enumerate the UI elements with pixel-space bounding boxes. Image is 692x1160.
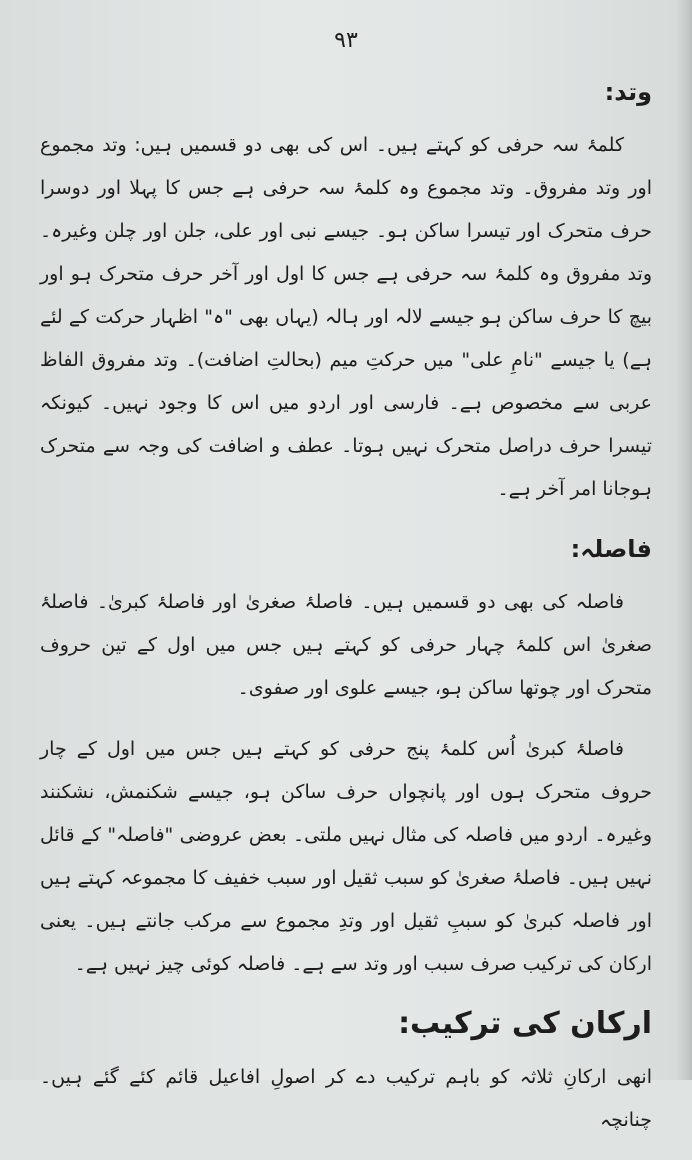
page-edge-shadow bbox=[676, 0, 692, 1080]
section-heading-arkan: ارکان کی ترکیب: bbox=[398, 1006, 652, 1041]
section-paragraph-watad: کلمۂ سہ حرفی کو کہتے ہیں۔ اس کی بھی دو قسمیں ہیں: وتد مجموع اور وتد مفروق۔ وتد مجموع وہ کلمۂ سہ حرفی ہے جس کا پہلا اور دوسرا حرف متحرک اور تیسرا ساکن ہو۔ جیسے نبی اور علی، جلن اور چلن وغیرہ۔ وتد مفروق وہ کلمۂ سہ حرفی ہے جس کا اول اور آخر حرف متحرک ہو اور بیچ کا حرف ساکن ہو جیسے لالہ اور ہالہ (یہاں بھی "ہ" اظہار حرکت کے لئے ہے) یا جیسے "نامِ علی" میں حرکتِ میم (بحالتِ اضافت)۔ وتد مفروق الفاظ عربی سے مخصوص ہے۔ فارسی اور اردو میں اس کا وجود نہیں۔ کیونکہ تیسرا حرف دراصل متحرک نہیں ہوتا۔ عطف و اضافت کی وجہ سے متحرک ہوجانا امر آخر ہے۔ bbox=[40, 134, 652, 500]
page-content bbox=[40, 72, 652, 1160]
section-heading-fasila: فاصلہ: bbox=[570, 535, 652, 563]
section-heading-watad: وتد: bbox=[604, 78, 652, 106]
section-paragraph-fasila-1: فاصلہ کی بھی دو قسمیں ہیں۔ فاصلۂ صغریٰ اور فاصلۂ کبریٰ۔ فاصلۂ صغریٰ اس کلمۂ چہار حرفی کو کہتے ہیں جس میں اول کے تین حروف متحرک اور چوتھا ساکن ہو، جیسے علوی اور صفوی۔ bbox=[40, 591, 652, 699]
section-paragraph-fasila-2: فاصلۂ کبریٰ اُس کلمۂ پنج حرفی کو کہتے ہیں جس میں اول کے چار حروف متحرک ہوں اور پانچواں حرف ساکن ہو، جیسے شکنمش، نشکنند وغیرہ۔ اردو میں فاصلہ کی مثال نہیں ملتی۔ بعض عروضی "فاصلہ" کے قائل نہیں ہیں۔ فاصلۂ صغریٰ کو سبب ثقیل اور سبب خفیف کا مجموعہ کہتے ہیں اور فاصلہ کبریٰ کو سببِ ثقیل اور وتدِ مجموع سے مرکب جانتے ہیں۔ یعنی ارکان کی ترکیب صرف سبب اور وتد سے ہے۔ فاصلہ کوئی چیز نہیں ہے۔ bbox=[40, 738, 652, 975]
page-number: ۹۳ bbox=[334, 28, 358, 53]
section-paragraph-arkan: انھی ارکانِ ثلاثہ کو باہم ترکیب دے کر اصولِ افاعیل قائم کئے گئے ہیں۔ چنانچہ bbox=[40, 1066, 652, 1131]
